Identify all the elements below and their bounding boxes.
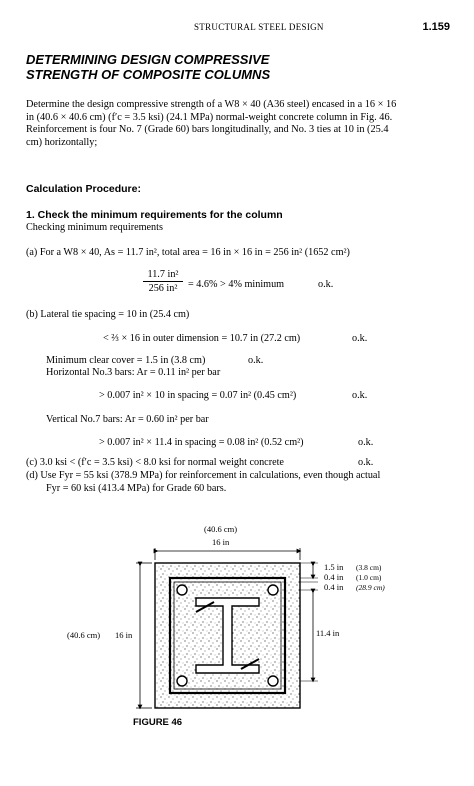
item-b-line-4: Horizontal No.3 bars: Ar = 0.11 in² per bar bbox=[46, 367, 221, 378]
cover-2-metric: (1.0 cm) bbox=[356, 573, 382, 582]
cover-3-inches: 0.4 in bbox=[324, 582, 344, 592]
tie-outer bbox=[170, 578, 285, 693]
ratio-result: = 4.6% > 4% minimum bbox=[188, 279, 285, 290]
item-b-line-5-ok: o.k. bbox=[352, 390, 368, 401]
steel-w-section bbox=[196, 598, 259, 673]
cover-1-inches: 1.5 in bbox=[324, 562, 344, 572]
item-b-line-7: > 0.007 in² × 11.4 in spacing = 0.08 in² (0.52 cm²) bbox=[99, 437, 304, 448]
rebar-bottom-left bbox=[177, 676, 187, 686]
tie-inner bbox=[174, 582, 281, 689]
step-1-heading: 1. Check the minimum requirements for the column bbox=[26, 209, 283, 221]
rebar-top-right bbox=[268, 585, 278, 595]
cover-3-metric: (28.9 cm) bbox=[356, 583, 385, 592]
running-title: STRUCTURAL STEEL DESIGN bbox=[194, 22, 324, 32]
problem-statement bbox=[26, 99, 451, 149]
right-dimension-inches: 11.4 in bbox=[316, 628, 340, 638]
cover-1-metric: (3.8 cm) bbox=[356, 563, 382, 572]
rebar-bottom-right bbox=[268, 676, 278, 686]
item-b-line-2: < ⅔ × 16 in outer dimension = 10.7 in (27.2 cm) bbox=[103, 333, 301, 344]
concrete-section bbox=[155, 563, 300, 708]
item-d-line-2: Fyr = 60 ksi (413.4 MPa) for Grade 60 bars. bbox=[46, 483, 227, 494]
item-c-line: (c) 3.0 ksi < (f′c = 3.5 ksi) < 8.0 ksi for normal weight concrete bbox=[26, 457, 284, 468]
section-title bbox=[26, 52, 446, 82]
problem-line-3: Reinforcement is four No. 7 (Grade 60) bars longitudinally, and No. 3 ties at 10 in (25.4 bbox=[26, 124, 389, 135]
page-number: 1.159 bbox=[422, 21, 450, 33]
item-b-line-2-ok: o.k. bbox=[352, 333, 368, 344]
problem-line-1: Determine the design compressive strength of a W8 × 40 (A36 steel) encased in a 16 × 16 bbox=[26, 99, 397, 110]
left-dimension-inches: 16 in bbox=[115, 630, 133, 640]
item-c-ok: o.k. bbox=[358, 457, 374, 468]
tie-hook-lower bbox=[241, 659, 259, 669]
top-dimension-metric: (40.6 cm) bbox=[204, 524, 238, 534]
step-1-subheading: Checking minimum requirements bbox=[26, 222, 163, 233]
page-header bbox=[26, 22, 450, 36]
ratio-fraction bbox=[143, 269, 183, 294]
item-d-line-1: (d) Use Fyr = 55 ksi (378.9 MPa) for reinforcement in calculations, even though actual bbox=[26, 470, 381, 481]
item-b-line-6: Vertical No.7 bars: Ar = 0.60 in² per bar bbox=[46, 414, 209, 425]
top-dimension-inches: 16 in bbox=[212, 537, 230, 547]
procedure-heading: Calculation Procedure: bbox=[26, 183, 141, 195]
fraction-numerator: 11.7 in² bbox=[143, 269, 183, 282]
figure-caption: FIGURE 46 bbox=[133, 717, 183, 728]
left-dimension-metric: (40.6 cm) bbox=[67, 630, 101, 640]
rebar-top-left bbox=[177, 585, 187, 595]
tie-hook-upper bbox=[196, 602, 214, 612]
problem-line-4: cm) horizontally; bbox=[26, 136, 98, 148]
fraction-denominator: 256 in² bbox=[148, 283, 178, 294]
item-b-line-3-ok: o.k. bbox=[248, 355, 264, 366]
item-b-line-7-ok: o.k. bbox=[358, 437, 374, 448]
section-title-line-2: STRENGTH OF COMPOSITE COLUMNS bbox=[26, 67, 271, 82]
cover-2-inches: 0.4 in bbox=[324, 572, 344, 582]
item-b-line-5: > 0.007 in² × 10 in spacing = 0.07 in² (0.45 cm²) bbox=[99, 390, 297, 401]
problem-line-2: in (40.6 × 40.6 cm) (f′c = 3.5 ksi) (24.1 MPa) normal-weight concrete column in Fig. 46. bbox=[26, 111, 393, 123]
item-b-line-3: Minimum clear cover = 1.5 in (3.8 cm) bbox=[46, 355, 206, 366]
item-b-line-1: (b) Lateral tie spacing = 10 in (25.4 cm) bbox=[26, 309, 190, 320]
item-a-line: (a) For a W8 × 40, As = 11.7 in², total area = 16 in × 16 in = 256 in² (1652 cm²) bbox=[26, 247, 350, 258]
item-a-ok: o.k. bbox=[318, 279, 334, 290]
section-title-line-1: DETERMINING DESIGN COMPRESSIVE bbox=[26, 52, 270, 67]
